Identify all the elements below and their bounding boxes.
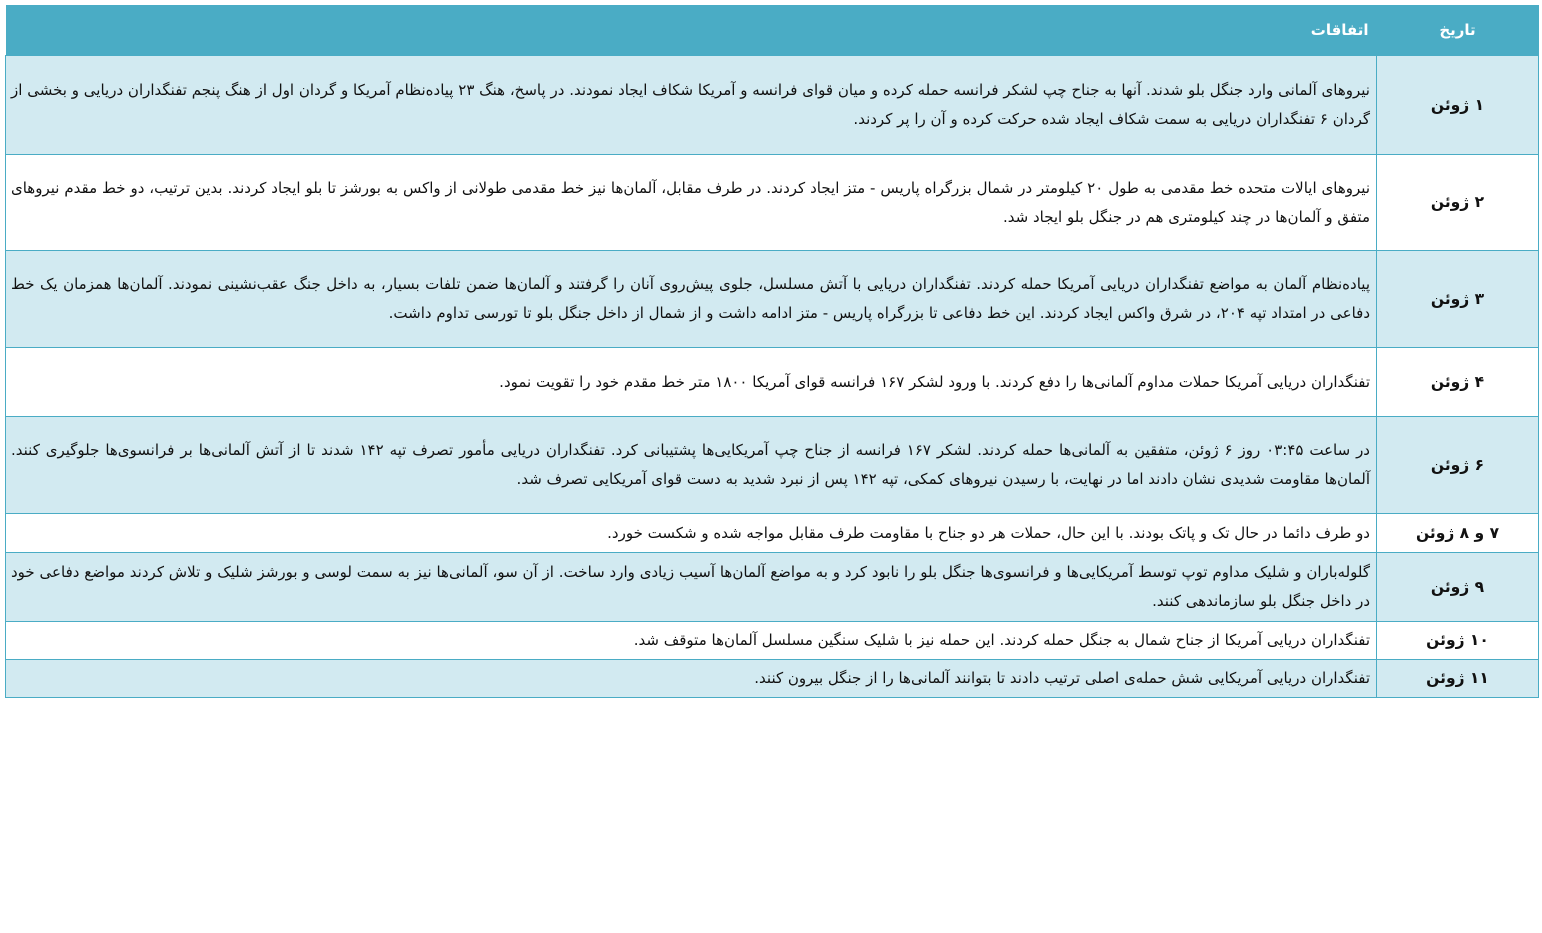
table-row (6, 155, 1539, 251)
date-cell: ۱۱ ژوئن (1377, 660, 1539, 698)
date-cell: ۶ ژوئن (1377, 417, 1539, 514)
date-cell: ۴ ژوئن (1377, 348, 1539, 417)
table-row (6, 660, 1539, 698)
events-cell: تفنگداران دریایی آمریکا از جناح شمال به جنگل حمله کردند. این حمله نیز با شلیک سنگین مسلسل آلمان‌ها متوقف شد. (6, 622, 1377, 660)
table-row (6, 348, 1539, 417)
events-cell: تفنگداران دریایی آمریکا حملات مداوم آلمانی‌ها را دفع کردند. با ورود لشکر ۱۶۷ فرانسه قوای آمریکا ۱۸۰۰ متر خط مقدم خود را تقویت نمود. (6, 348, 1377, 417)
date-cell: ۷ و ۸ ژوئن (1377, 514, 1539, 553)
table-header-row (6, 5, 1539, 56)
table-row (6, 251, 1539, 348)
events-cell: پیاده‌نظام آلمان به مواضع تفنگداران دریایی آمریکا حمله کردند. تفنگداران دریایی با آتش مسلسل، جلوی پیش‌روی آنان را گرفتند و آلمان‌ها ضمن تلفات بسیار، به داخل جنگ عقب‌نشینی نمودند. آلمان‌ها همزمان یک خط دفاعی در امتداد تپه ۲۰۴، در شرق واکس ایجاد کردند. این خط دفاعی تا بزرگراه پاریس - متز ادامه داشت و از شمال از داخل جنگل بلو تا تورسی تداوم داشت. (6, 251, 1377, 348)
events-cell: دو طرف دائما در حال تک و پاتک بودند. با این حال، حملات هر دو جناح با مقاومت طرف مقابل مواجه شده و شکست خورد. (6, 514, 1377, 553)
date-cell: ۱۰ ژوئن (1377, 622, 1539, 660)
events-cell: تفنگداران دریایی آمریکایی شش حمله‌ی اصلی ترتیب دادند تا بتوانند آلمانی‌ها را از جنگل بیرون کنند. (6, 660, 1377, 698)
table-row (6, 622, 1539, 660)
timeline-table-container (5, 5, 1538, 698)
date-cell: ۳ ژوئن (1377, 251, 1539, 348)
table-row (6, 553, 1539, 622)
header-events: اتفاقات (6, 5, 1377, 56)
events-cell: گلوله‌باران و شلیک مداوم توپ توسط آمریکایی‌ها و فرانسوی‌ها جنگل بلو را نابود کرد و به مواضع آلمان‌ها آسیب زیادی وارد ساخت. از آن سو، آلمانی‌ها نیز به سمت لوسی و بورشز شلیک و تلاش کردند مواضع دفاعی خود در داخل جنگل بلو سازماندهی کنند. (6, 553, 1377, 622)
date-cell: ۹ ژوئن (1377, 553, 1539, 622)
date-cell: ۱ ژوئن (1377, 56, 1539, 155)
events-cell: در ساعت ۰۳:۴۵ روز ۶ ژوئن، متفقین به آلمانی‌ها حمله کردند. لشکر ۱۶۷ فرانسه از جناح چپ آمریکایی‌ها پشتیبانی کرد. تفنگداران دریایی مأمور تصرف تپه ۱۴۲ شدند تا از آتش آلمانی‌ها بر فرانسوی‌ها جلوگیری کنند. آلمان‌ها مقاومت شدیدی نشان دادند اما در نهایت، با رسیدن نیروهای کمکی، تپه ۱۴۲ پس از نبرد شدید به دست قوای آمریکایی تصرف شد. (6, 417, 1377, 514)
table-row (6, 417, 1539, 514)
table-row (6, 56, 1539, 155)
date-cell: ۲ ژوئن (1377, 155, 1539, 251)
header-date: تاریخ (1377, 5, 1539, 56)
events-cell: نیروهای ایالات متحده خط مقدمی به طول ۲۰ کیلومتر در شمال بزرگراه پاریس - متز ایجاد کردند. در طرف مقابل، آلمان‌ها نیز خط مقدمی طولانی از واکس به بورشز تا بلو ایجاد کردند. بدین ترتیب، دو خط مقدم نیروهای متفق و آلمان‌ها در چند کیلومتری هم در جنگل بلو ایجاد شد. (6, 155, 1377, 251)
events-cell: نیروهای آلمانی وارد جنگل بلو شدند. آنها به جناح چپ لشکر فرانسه حمله کرده و میان قوای فرانسه و آمریکا شکاف ایجاد نمودند. در پاسخ، هنگ ۲۳ پیاده‌نظام آمریکا و گردان اول از هنگ پنجم تفنگداران دریایی و بخشی از گردان ۶ تفنگداران دریایی به سمت شکاف ایجاد شده حرکت کرده و آن را پر کردند. (6, 56, 1377, 155)
table-row (6, 514, 1539, 553)
timeline-table (5, 5, 1539, 698)
